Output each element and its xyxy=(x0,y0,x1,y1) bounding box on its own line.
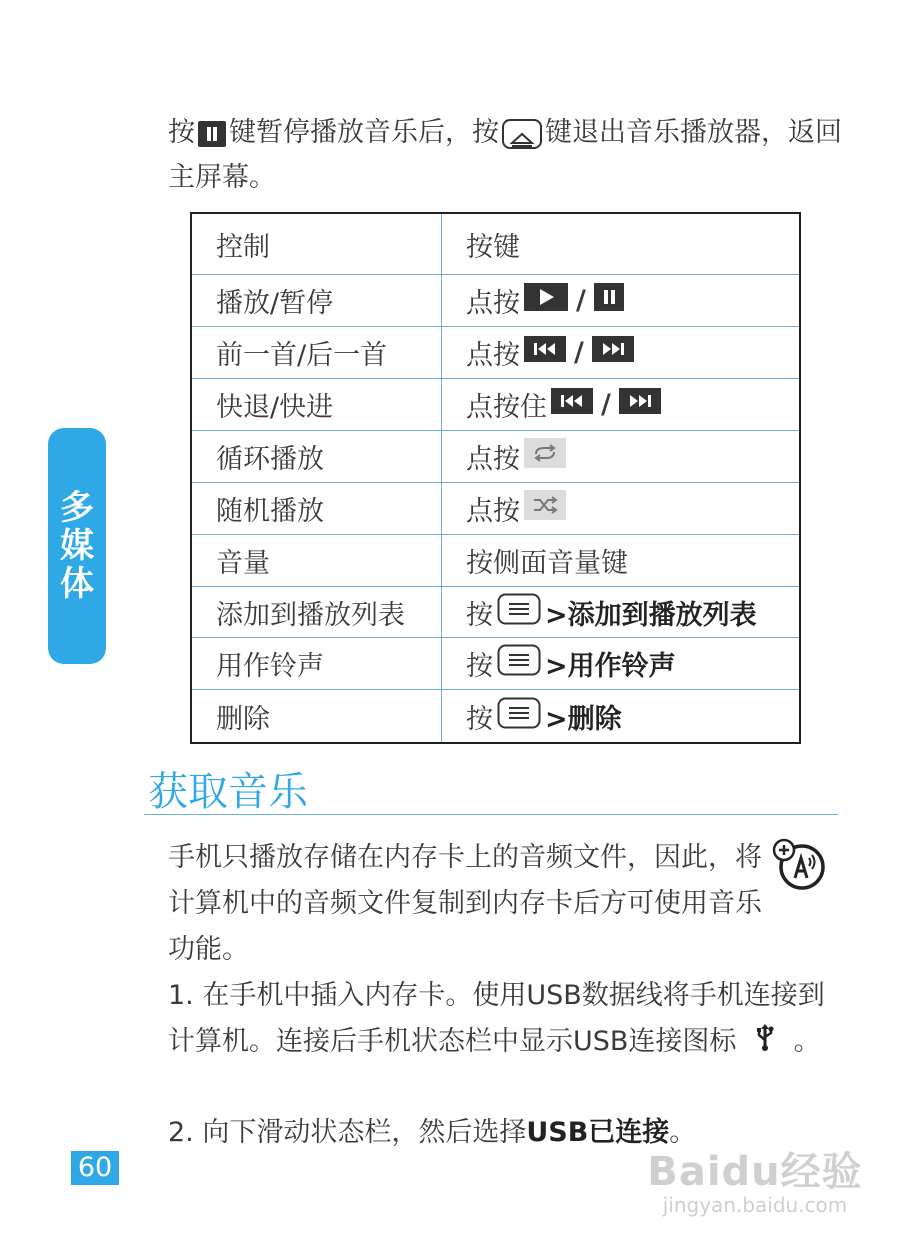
heading-divider xyxy=(144,814,838,815)
table-row xyxy=(192,275,799,327)
intro-paragraph xyxy=(168,110,848,200)
control-label: 随机播放 xyxy=(192,483,442,534)
usb-icon xyxy=(755,1020,775,1066)
table-row xyxy=(192,327,799,379)
key-pre: 点按 xyxy=(466,340,520,371)
step-1 xyxy=(168,973,833,1066)
key-cell xyxy=(442,535,799,586)
table-row xyxy=(192,638,799,690)
table-row xyxy=(192,431,799,483)
key-separator: / xyxy=(576,285,586,316)
table-row xyxy=(192,690,799,742)
pause-icon xyxy=(594,283,624,318)
key-action: >用作铃声 xyxy=(545,651,676,682)
table-row xyxy=(192,587,799,638)
header-control: 控制 xyxy=(192,214,442,274)
header-key: 按键 xyxy=(466,231,520,263)
step-1-text: 1. 在手机中插入内存卡。使用USB数据线将手机连接到计算机。连接后手机状态栏中显示USB连接图标 xyxy=(168,980,825,1057)
control-label: 添加到播放列表 xyxy=(192,587,442,637)
section-heading: 获取音乐 xyxy=(148,769,308,815)
key-cell xyxy=(442,275,799,326)
key-cell xyxy=(442,483,799,534)
key-pre: 按侧面音量键 xyxy=(466,548,628,579)
control-label: 循环播放 xyxy=(192,431,442,482)
menu-key-icon xyxy=(497,697,541,736)
repeat-icon xyxy=(524,438,566,475)
menu-key-icon xyxy=(497,593,541,632)
play-icon xyxy=(524,283,568,318)
side-tab-char: 媒 xyxy=(60,526,94,566)
control-label: 用作铃声 xyxy=(192,638,442,689)
accessibility-tip-icon xyxy=(770,838,830,896)
next-icon xyxy=(592,336,634,369)
table-row xyxy=(192,379,799,431)
intro-text-a: 按 xyxy=(168,117,195,148)
control-label: 音量 xyxy=(192,535,442,586)
side-tab-char: 多 xyxy=(60,488,94,528)
menu-key-icon xyxy=(497,644,541,683)
next-icon xyxy=(619,388,661,421)
controls-table xyxy=(190,212,801,744)
intro-text-c: 键退出音乐播放器，返回主屏幕。 xyxy=(168,117,842,193)
key-cell xyxy=(442,327,799,378)
key-separator: / xyxy=(601,389,611,420)
page-number: 60 xyxy=(71,1151,119,1185)
home-key-icon xyxy=(502,119,542,149)
watermark-brand: Baidu经验 xyxy=(647,1149,863,1195)
key-action: >添加到播放列表 xyxy=(545,599,757,631)
key-pre: 点按住 xyxy=(466,392,547,423)
step-2-end: 。 xyxy=(669,1117,697,1148)
control-label: 前一首/后一首 xyxy=(192,327,442,378)
shuffle-icon xyxy=(524,490,566,527)
baidu-watermark xyxy=(640,1140,870,1217)
control-label: 播放/暂停 xyxy=(192,275,442,326)
key-pre: 点按 xyxy=(466,288,520,319)
key-pre: 按 xyxy=(466,651,493,682)
key-pre: 点按 xyxy=(466,496,520,527)
key-cell xyxy=(442,431,799,482)
table-row xyxy=(192,483,799,535)
section-paragraph: 手机只播放存储在内存卡上的音频文件，因此，将计算机中的音频文件复制到内存卡后方可使用音乐功能。 xyxy=(168,842,762,965)
key-cell xyxy=(442,638,799,689)
key-separator: / xyxy=(574,337,584,368)
previous-icon xyxy=(551,388,593,421)
step-1-end: 。 xyxy=(793,1026,821,1057)
control-label: 快退/快进 xyxy=(192,379,442,430)
key-cell xyxy=(442,379,799,430)
step-2-text: 2. 向下滑动状态栏，然后选择 xyxy=(168,1117,527,1148)
control-label: 删除 xyxy=(192,690,442,742)
chapter-side-tab xyxy=(48,428,106,664)
side-tab-char: 体 xyxy=(60,564,94,604)
key-pre: 按 xyxy=(466,599,493,631)
key-cell xyxy=(442,690,799,742)
key-pre: 点按 xyxy=(466,444,520,475)
table-header-row xyxy=(192,214,799,275)
previous-icon xyxy=(524,336,566,369)
pause-icon xyxy=(198,121,226,147)
watermark-url: jingyan.baidu.com xyxy=(662,1193,848,1217)
step-2-option: USB已连接 xyxy=(526,1117,670,1148)
key-cell xyxy=(442,587,799,637)
table-row xyxy=(192,535,799,587)
key-action: >删除 xyxy=(545,703,622,735)
key-pre: 按 xyxy=(466,703,493,735)
intro-text-b: 键暂停播放音乐后，按 xyxy=(229,117,499,148)
